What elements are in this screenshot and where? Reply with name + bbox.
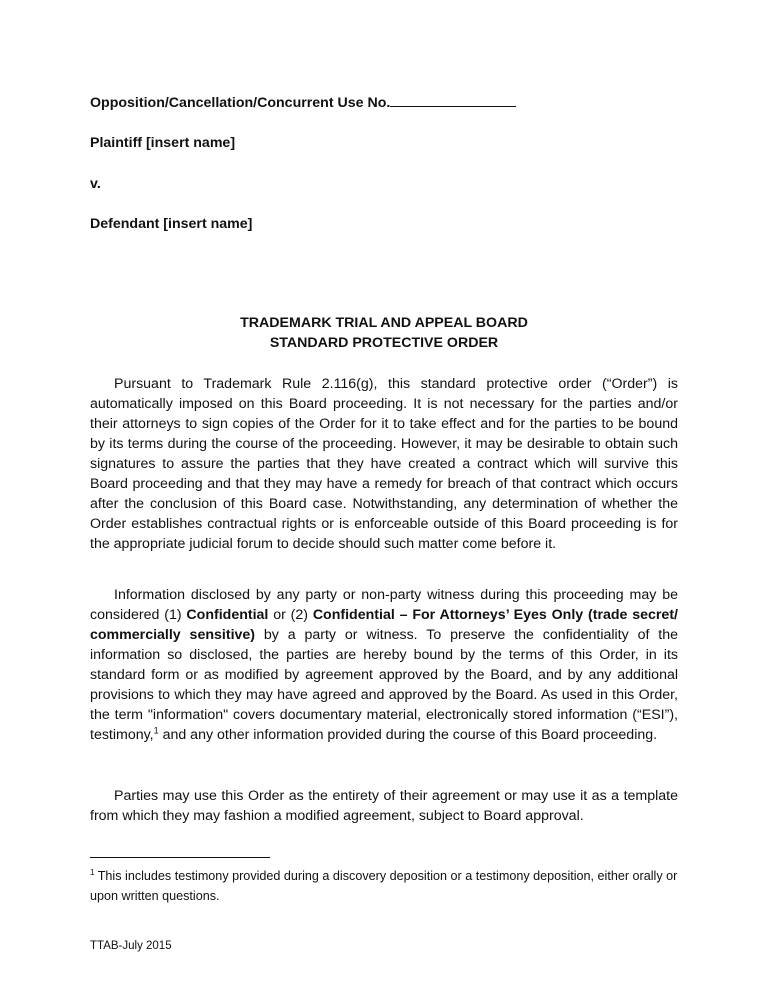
document-title-line1: TRADEMARK TRIAL AND APPEAL BOARD (240, 315, 528, 331)
proceeding-label: Opposition/Cancellation/Concurrent Use No. (90, 95, 391, 111)
p2-text-3: by a party or witness. To preserve the confidentiality of the information so disclosed, the parties are hereby bound by the terms of this Order, in its standard form or as modified by agreement approved by the Board, and by any additional provisions to which they may have agreed and approved by the Board. As used in this Order, the term "information" covers documentary material, electronically stored information (“ESI”), testimony, (90, 627, 678, 743)
p2-text-1: Information disclosed by any party or non-party witness during this proceeding may be considered (1) (90, 587, 678, 623)
document-title-line2: STANDARD PROTECTIVE ORDER (269, 335, 499, 351)
paragraph-template-use: Parties may use this Order as the entirety of their agreement or may use it as a template from which they may fashion a modified agreement, subject to Board approval. (90, 788, 678, 824)
versus-line: v. (90, 176, 101, 192)
confidential-term: Confidential (186, 607, 269, 623)
p2-text-2: or (2) (268, 607, 313, 623)
plaintiff-line: Plaintiff [insert name] (90, 135, 236, 151)
footnote-separator (90, 857, 270, 858)
paragraph-order-imposition: Pursuant to Trademark Rule 2.116(g), this standard protective order (“Order”) is automatically imposed on this Board proceeding. It is not necessary for the parties and/or their attorneys to sign copies of the Order for it to take effect and for the parties to be bound by its terms during the course of the proceeding. However, it may be desirable to obtain such signatures to assure the parties that they have created a contract which will survive this Board proceeding and that they may have a remedy for breach of that contract which occurs after the conclusion of this Board case. Notwithstanding, any determination of whether the Order establishes contractual rights or is enforceable outside of this Board proceeding is for the appropriate judicial forum to decide should such matter come before it. (90, 376, 678, 552)
footnote-number: 1 (90, 867, 95, 877)
p2-text-4: and any other information provided during the course of this Board proceeding. (158, 727, 658, 743)
proceeding-number-line (90, 93, 516, 112)
attorneys-eyes-only-term: Confidential – For Attorneys’ Eyes Only (trade secret/ commercially sensitive) (90, 607, 678, 643)
proceeding-number-blank (390, 93, 516, 107)
paragraph-confidential-information (90, 585, 678, 745)
defendant-line: Defendant [insert name] (90, 216, 253, 232)
footnote-text: This includes testimony provided during a discovery deposition or a testimony deposition, either orally or upon written questions. (90, 869, 678, 903)
page-footer: TTAB-July 2015 (90, 940, 172, 952)
footnote-reference: 1 (153, 725, 159, 736)
footnote (90, 866, 678, 906)
